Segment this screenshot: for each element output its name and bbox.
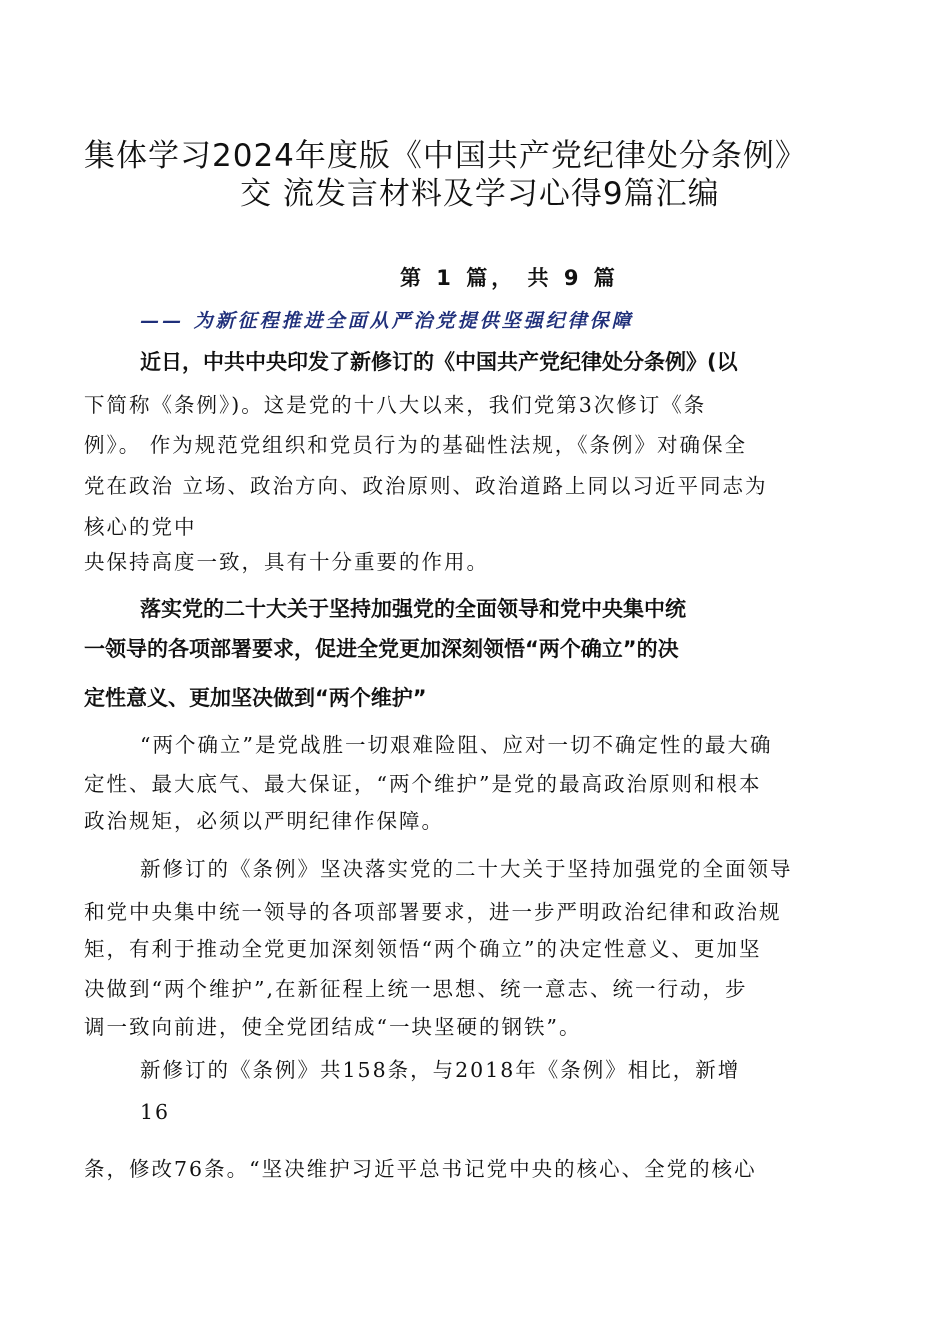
paragraph-line: 条，修改76条。“坚决维护习近平总书记党中央的核心、全党的核心 — [84, 1157, 757, 1181]
paragraph-line: 下简称《条例》)。这是党的十八大以来，我们党第3次修订《条 — [84, 393, 707, 417]
section-heading-line: 落实党的二十大关于坚持加强党的全面领导和党中央集中统 — [140, 597, 686, 621]
section-heading-line: 定性意义、更加坚决做到“两个维护” — [84, 686, 427, 710]
paragraph-line: 央保持高度一致，具有十分重要的作用。 — [84, 550, 489, 574]
paragraph-line: 党在政治 立场、政治方向、政治原则、政治道路上同以习近平同志为 — [84, 474, 768, 498]
paragraph-line: “两个确立”是党战胜一切艰难险阻、应对一切不确定性的最大确 — [140, 733, 773, 757]
document-title-line-2: 交 流发言材料及学习心得9篇汇编 — [240, 176, 720, 212]
paragraph-line: 核心的党中 — [84, 515, 197, 539]
chapter-heading: 第 1 篇， 共 9 篇 — [400, 266, 619, 290]
paragraph-line: 调一致向前进，使全党团结成“一块坚硬的钢铁”。 — [84, 1015, 582, 1039]
paragraph-line: 新修订的《条例》共158条，与2018年《条例》相比，新增 — [140, 1058, 741, 1082]
chapter-subtitle: —— 为新征程推进全面从严治党提供坚强纪律保障 — [140, 310, 634, 332]
paragraph-line: 16 — [140, 1100, 171, 1124]
document-title-line-1: 集体学习2024年度版《中国共产党纪律处分条例》 — [84, 138, 807, 174]
paragraph-line: 近日，中共中央印发了新修订的《中国共产党纪律处分条例》(以 — [140, 350, 738, 374]
paragraph-line: 政治规矩，必须以严明纪律作保障。 — [84, 809, 444, 833]
paragraph-line: 定性、最大底气、最大保证，“两个维护”是党的最高政治原则和根本 — [84, 772, 762, 796]
section-heading-line: 一领导的各项部署要求，促进全党更加深刻领悟“两个确立”的决 — [84, 637, 679, 661]
paragraph-line: 矩，有利于推动全党更加深刻领悟“两个确立”的决定性意义、更加坚 — [84, 937, 762, 961]
paragraph-line: 决做到“两个维护”,在新征程上统一思想、统一意志、统一行动，步 — [84, 977, 748, 1001]
paragraph-line: 例》。 作为规范党组织和党员行为的基础性法规，《条例》对确保全 — [84, 433, 748, 457]
paragraph-line: 新修订的《条例》坚决落实党的二十大关于坚持加强党的全面领导 — [140, 857, 793, 881]
paragraph-line: 和党中央集中统一领导的各项部署要求，进一步严明政治纪律和政治规 — [84, 900, 782, 924]
